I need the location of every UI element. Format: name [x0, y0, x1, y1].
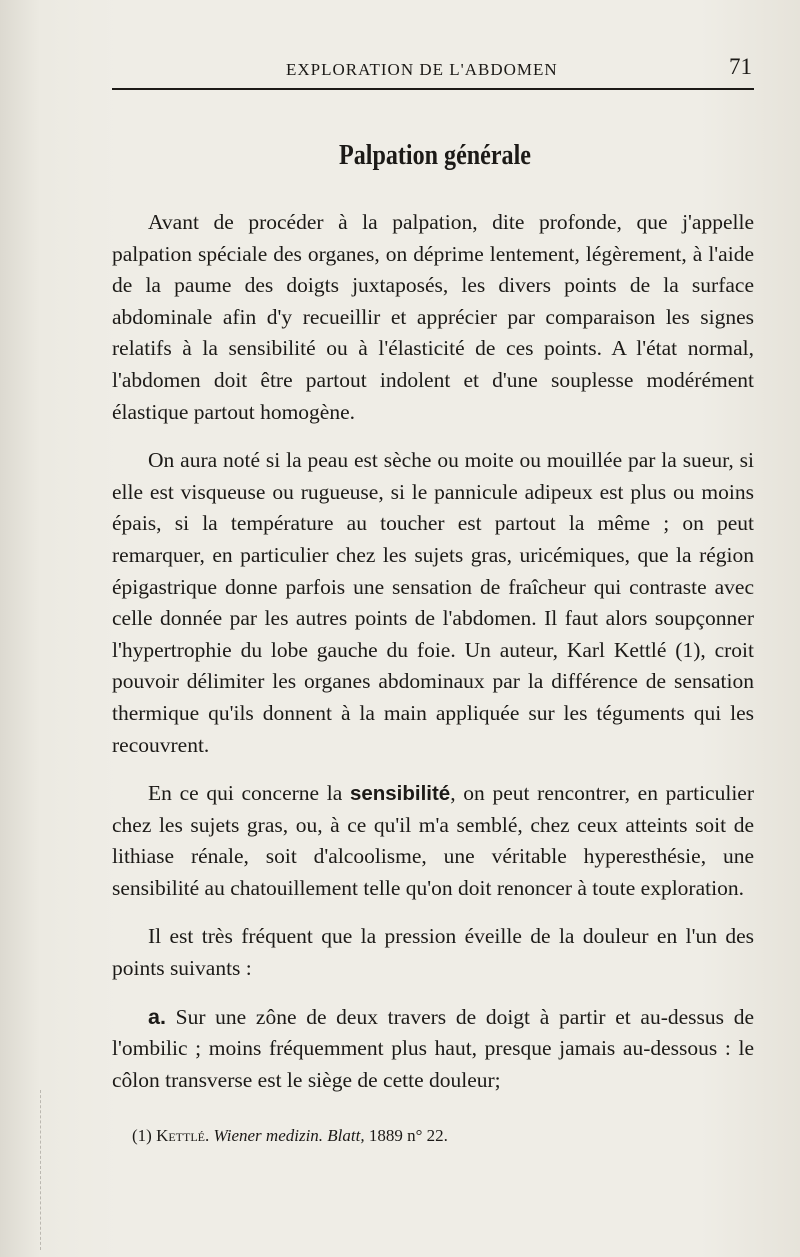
footnote-details: 1889 n° 22.	[364, 1126, 448, 1145]
running-title: EXPLORATION DE L'ABDOMEN	[286, 60, 558, 79]
paragraph-3-start: En ce qui concerne la	[148, 781, 350, 806]
paragraph-2: On aura noté si la peau est sèche ou moite ou mouillée par la sueur, si elle est visqueuse ou rugueuse, si le pannicule adipeux est plus ou moins épais, si la température au toucher est partout la même ; on peut remarquer, en particulier chez les sujets gras, uricémiques, que la région épigastrique donne parfois une sensation de fraîcheur qui contraste avec celle donnée par les autres points de l'abdomen. Il faut alors soupçonner l'hypertrophie du lobe gauche du foie. Un auteur, Karl Kettlé (1), croit pouvoir délimiter les organes abdominaux par la différence de sensation thermique qu'ils donnent à la main appliquée sur les téguments qui les recouvrent.	[112, 448, 754, 757]
footnote-author: Kettlé.	[156, 1126, 210, 1145]
paragraph-3-end: , on peut rencontrer, en particulier chez les sujets gras, ou, à ce qu'il m'a semblé, chez ceux atteints soit de lithiase rénale, soit d'alcoolisme, une véritable hyperesthésie, une sensibilité au chatouillement telle qu'on doit renoncer à toute exploration.	[112, 781, 754, 900]
bold-term-sensibilite: sensibilité	[349, 782, 451, 806]
paragraph-4: Il est très fréquent que la pression éveille de la douleur en l'un des points suivants :	[112, 924, 754, 981]
list-letter-a: a.	[148, 1004, 166, 1029]
paragraph-5-text: Sur une zône de deux travers de doigt à partir et au-dessus de l'ombilic ; moins fréquemment plus haut, presque jamais au-dessous : le côlon transverse est le siège de cette douleur;	[112, 1004, 754, 1092]
footnote-journal: Wiener medizin. Blatt,	[209, 1126, 365, 1145]
running-head	[112, 54, 754, 84]
paragraph-3	[112, 778, 754, 904]
footnote	[132, 1126, 754, 1146]
page-number: 71	[729, 54, 752, 79]
paragraph-5	[112, 1002, 754, 1097]
page-edge-shadow	[0, 1090, 41, 1250]
header-rule	[112, 88, 754, 90]
footnote-marker: (1)	[132, 1126, 157, 1145]
body-text	[112, 207, 754, 1113]
paragraph-1: Avant de procéder à la palpation, dite profonde, que j'appelle palpation spéciale des organes, on déprime lentement, légèrement, à l'aide de la paume des doigts juxtaposés, les divers points de la surface abdominale afin d'y recueillir et apprécier par comparaison les signes relatifs à la sensibilité ou à l'élasticité de ces points. A l'état normal, l'abdomen doit être partout indolent et d'une souplesse modérément élastique partout homogène.	[112, 210, 754, 424]
section-title: Palpation générale	[339, 140, 531, 171]
